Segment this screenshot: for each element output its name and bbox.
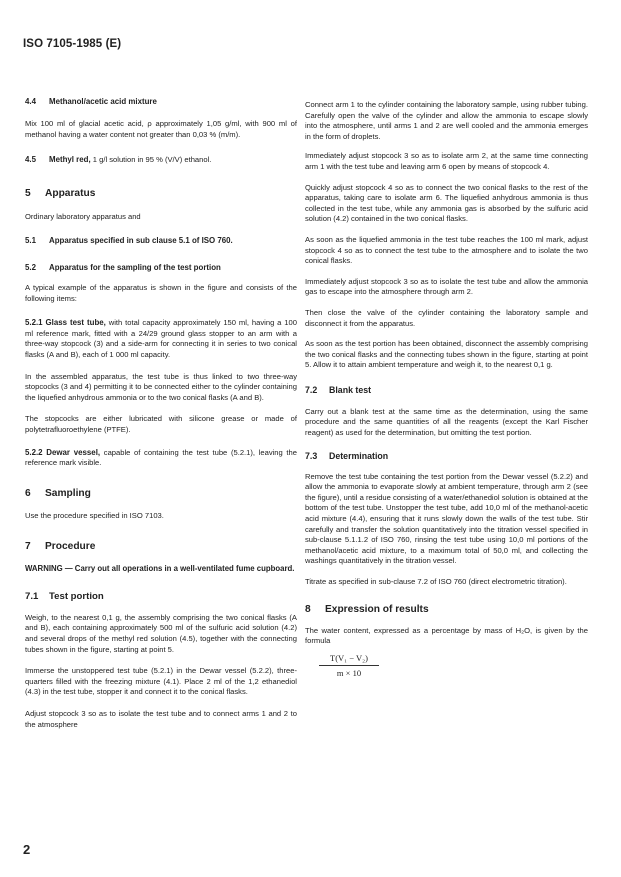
section-heading-7-1: 7.1 Test portion <box>25 590 104 602</box>
paragraph: Titrate as specified in sub-clause 7.2 of ISO 760 (direct electrometric titration). <box>305 577 567 586</box>
paragraph: As soon as the test portion has been obtained, disconnect the assembly comprising the two conical flasks and the connecting tubes shown in the figure, starting at point 5. Allow it to attain ambient temperature and weigh it, to the nearest 0,1 g. <box>305 339 588 370</box>
section-4-5: 4.5 Methyl red, 1 g/l solution in 95 % (V/V) ethanol. <box>25 155 212 165</box>
formula <box>319 653 379 678</box>
paragraph: Carry out a blank test at the same time as the determination, using the same procedure and the same quantities of all the reagents (except the Karl Fischer reagent) as used for the determination, but omitting the test portion. <box>305 406 588 438</box>
formula-numerator: T(V₁ − V₂) <box>319 653 379 666</box>
paragraph: Immediately adjust stopcock 3 so as to isolate the test tube and allow the ammonia gas to escape into the atmosphere through arm 2. <box>305 276 588 297</box>
section-5-1: 5.1 Apparatus specified in sub clause 5.1 of ISO 760. <box>25 236 233 246</box>
section-5-2-2: 5.2.2 Dewar vessel, capable of containing the test tube (5.2.1), leaving the reference mark visible. <box>25 447 297 468</box>
paragraph: Then close the valve of the cylinder containing the laboratory sample and disconnect it from the apparatus. <box>305 307 588 328</box>
paragraph: Mix 100 ml of glacial acetic acid, ρ approximately 1,05 g/ml, with 900 ml of methanol having a water content not greater than 0,03 % (m/m). <box>25 119 297 139</box>
paragraph: The stopcocks are either lubricated with silicone grease or made of polytetrafluoroethylene (PTFE). <box>25 414 297 434</box>
warning-text: WARNING — Carry out all operations in a well-ventilated fume cupboard. <box>25 564 295 574</box>
section-heading-7: 7 Procedure <box>25 541 96 553</box>
section-heading-4-4: 4.4 Methanol/acetic acid mixture <box>25 97 157 106</box>
paragraph: Remove the test tube containing the test portion from the Dewar vessel (5.2.2) and allow the ammonia to evaporate slowly at ambient temperature, through arm 2 (see the figure), until a residue consisting of a water/ethanediol solution is obtained at the bottom of the test tube. Unstopper the test tube, add 10,0 ml of the methanol-acetic acid mixture (4.4), ensuring that it runs slowly down the walls of the test tube. Stir carefully and transfer the solution quantitatively into the titration vessel specified in sub-clause 5.1.1.2 of ISO 760, rinsing the test tube using 10,0 ml portions of the methanol/acetic acid mixture, to a maximum total of 50,0 ml, and collecting the washings quantitatively in the titration vessel. <box>305 471 588 566</box>
document-header: ISO 7105-1985 (E) <box>23 38 122 50</box>
paragraph: Weigh, to the nearest 0,1 g, the assembly comprising the two conical flasks (A and B), each containing approximately 500 ml of the sulfuric acid solution (4.2) and several drops of the methyl red solution (4.5), together with the connecting tubes shown in the figure, starting at point 5. <box>25 612 297 654</box>
section-heading-5: 5 Apparatus <box>25 187 96 199</box>
paragraph: A typical example of the apparatus is shown in the figure and consists of the following items: <box>25 282 297 303</box>
paragraph: Quickly adjust stopcock 4 so as to connect the two conical flasks to the rest of the apparatus, taking care to isolate arm 6. The liquefied anhydrous ammonia is thus collected in the test tube, while any ammonia gas is absorbed by the sulfuric acid solution (4.2) contained in the two conical flasks. <box>305 182 588 224</box>
section-heading-5-2: 5.2 Apparatus for the sampling of the test portion <box>25 262 221 272</box>
section-heading-8: 8 Expression of results <box>305 603 429 615</box>
section-heading-7-3: 7.3 Determination <box>305 450 389 461</box>
paragraph: Connect arm 1 to the cylinder containing the laboratory sample, using rubber tubing. Carefully open the valve of the cylinder and allow the ammonia to escape slowly into the atmosphere, until arms 1 and 2 are well cooled and the ammonia emerges in the form of droplets. <box>305 100 588 141</box>
section-heading-6: 6 Sampling <box>25 487 91 499</box>
right-column <box>305 100 588 678</box>
page-number: 2 <box>23 842 31 857</box>
paragraph: As soon as the liquefied ammonia in the test tube reaches the 100 ml mark, adjust stopcock 4 so as to connect the test tube to the atmosphere and to isolate the two conical flasks. <box>305 234 588 266</box>
paragraph: Immerse the unstoppered test tube (5.2.1) in the Dewar vessel (5.2.2), three-quarters filled with the freezing mixture (4.1). Place 2 ml of the 1,2 ethanediol (4.3) in the test tube, stopper it and connect it to the conical flasks. <box>25 666 297 697</box>
formula-denominator: m × 10 <box>336 667 362 678</box>
left-column <box>25 96 297 730</box>
section-heading-7-2: 7.2 Blank test <box>305 384 372 395</box>
paragraph: Ordinary laboratory apparatus and <box>25 211 141 221</box>
section-5-2-1: 5.2.1 Glass test tube, with total capacity approximately 150 ml, having a 100 ml reference mark, fitted with a 24/29 ground glass stopper to an arm with a three-way stopcock (3) and a side-arm for connecting it in series to two conical flasks (A and B), each of 1 000 ml capacity. <box>25 318 297 359</box>
paragraph: Immediately adjust stopcock 3 so as to isolate arm 2, at the same time connecting arm 1 with the test tube and leaving arm 6 open by means of stopcock 4. <box>305 151 588 171</box>
paragraph: In the assembled apparatus, the test tube is thus linked to two three-way stopcocks (3 and 4) permitting it to be connected either to the cylinder containing the liquefied anhydrous ammonia or to the two conical flasks (A and B). <box>25 371 297 402</box>
paragraph: Use the procedure specified in ISO 7103. <box>25 510 164 520</box>
paragraph: Adjust stopcock 3 so as to isolate the test tube and to connect arms 1 and 2 to the atmosphere <box>25 709 297 729</box>
paragraph: The water content, expressed as a percentage by mass of H₂O, is given by the formula <box>305 625 588 646</box>
